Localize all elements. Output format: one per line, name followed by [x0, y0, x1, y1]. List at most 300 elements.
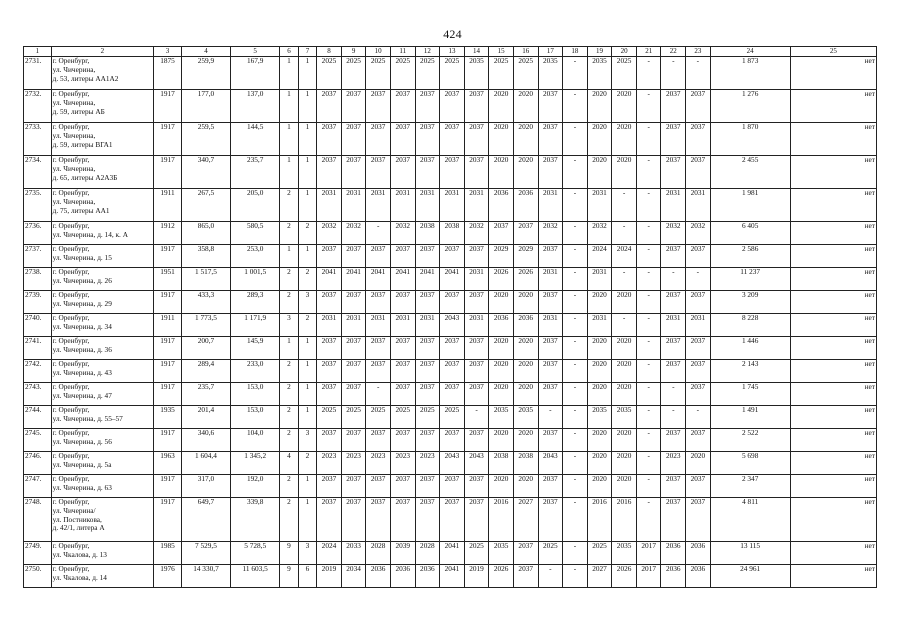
table-row: [24, 360, 877, 383]
value-cell-20: 2016: [612, 498, 637, 542]
address-cell: [51, 429, 154, 452]
value-cell-15: 2020: [489, 123, 514, 156]
column-header: 11: [390, 47, 415, 57]
address-cell: [51, 291, 154, 314]
value-cell-22: 2037: [661, 498, 686, 542]
cost-cell: 1 491: [710, 406, 790, 429]
value-cell-12: 2037: [415, 498, 440, 542]
year-cell: 1917: [154, 475, 182, 498]
total-area-cell: 340,7: [181, 156, 230, 189]
status-cell: нет: [790, 360, 876, 383]
value-cell-15: 2035: [489, 406, 514, 429]
row-number: 2732.: [24, 90, 52, 123]
value-cell-8: 2037: [317, 475, 342, 498]
value-cell-16: 2026: [513, 268, 538, 291]
value-cell-23: 2037: [686, 360, 711, 383]
value-cell-13: 2041: [440, 565, 465, 588]
value-cell-9: 2037: [341, 360, 366, 383]
value-cell-12: 2037: [415, 90, 440, 123]
value-cell-8: 2037: [317, 291, 342, 314]
value-cell-12: 2025: [415, 406, 440, 429]
value-cell-23: 2037: [686, 90, 711, 123]
total-area-cell: 259,9: [181, 57, 230, 90]
value-cell-7: 1: [298, 57, 316, 90]
value-cell-19: 2016: [587, 498, 612, 542]
total-area-cell: 7 529,5: [181, 542, 230, 565]
column-header: 7: [298, 47, 316, 57]
address-cell: [51, 189, 154, 222]
value-cell-7: 2: [298, 268, 316, 291]
value-cell-7: 1: [298, 189, 316, 222]
value-cell-15: 2037: [489, 222, 514, 245]
value-cell-8: 2025: [317, 57, 342, 90]
value-cell-13: 2038: [440, 222, 465, 245]
value-cell-6: 4: [280, 452, 298, 475]
value-cell-15: 2038: [489, 452, 514, 475]
value-cell-21: -: [636, 360, 661, 383]
status-cell: нет: [790, 156, 876, 189]
value-cell-17: 2037: [538, 291, 563, 314]
living-area-cell: 167,9: [231, 57, 280, 90]
value-cell-19: 2020: [587, 90, 612, 123]
address-line: ул. Постникова,: [52, 514, 102, 524]
total-area-cell: 1 773,5: [181, 314, 230, 337]
value-cell-18: -: [563, 314, 588, 337]
column-header: 15: [489, 47, 514, 57]
column-header: 4: [181, 47, 230, 57]
value-cell-17: 2031: [538, 314, 563, 337]
value-cell-19: 2020: [587, 291, 612, 314]
address-cell: [51, 406, 154, 429]
address-line: ул. Чичерина, д. 47: [52, 390, 112, 400]
cost-cell: 2 143: [710, 360, 790, 383]
column-header: 12: [415, 47, 440, 57]
value-cell-11: 2037: [390, 383, 415, 406]
address-cell: [51, 57, 154, 90]
value-cell-22: 2036: [661, 542, 686, 565]
address-line: г. Оренбург,: [52, 382, 90, 391]
value-cell-17: 2037: [538, 429, 563, 452]
value-cell-21: -: [636, 314, 661, 337]
value-cell-12: 2038: [415, 222, 440, 245]
value-cell-22: 2037: [661, 245, 686, 268]
total-area-cell: 201,4: [181, 406, 230, 429]
living-area-cell: 5 728,5: [231, 542, 280, 565]
value-cell-22: 2037: [661, 123, 686, 156]
value-cell-20: 2020: [612, 90, 637, 123]
value-cell-12: 2031: [415, 314, 440, 337]
value-cell-18: -: [563, 429, 588, 452]
value-cell-20: 2020: [612, 156, 637, 189]
cost-cell: 6 405: [710, 222, 790, 245]
row-number: 2731.: [24, 57, 52, 90]
living-area-cell: 137,0: [231, 90, 280, 123]
value-cell-19: 2031: [587, 268, 612, 291]
value-cell-16: 2027: [513, 498, 538, 542]
value-cell-16: 2020: [513, 360, 538, 383]
address-line: ул. Чичерина, д. 36: [52, 344, 112, 354]
value-cell-15: 2020: [489, 90, 514, 123]
value-cell-6: 2: [280, 189, 298, 222]
value-cell-11: 2037: [390, 337, 415, 360]
value-cell-14: -: [464, 406, 489, 429]
value-cell-9: 2037: [341, 429, 366, 452]
value-cell-11: 2037: [390, 123, 415, 156]
table-row: [24, 57, 877, 90]
value-cell-9: 2025: [341, 57, 366, 90]
value-cell-15: 2036: [489, 189, 514, 222]
status-cell: нет: [790, 429, 876, 452]
value-cell-12: 2037: [415, 291, 440, 314]
value-cell-8: 2025: [317, 406, 342, 429]
value-cell-17: 2025: [538, 542, 563, 565]
value-cell-12: 2037: [415, 475, 440, 498]
value-cell-13: 2037: [440, 123, 465, 156]
value-cell-23: 2037: [686, 383, 711, 406]
value-cell-9: 2037: [341, 123, 366, 156]
value-cell-22: 2032: [661, 222, 686, 245]
year-cell: 1917: [154, 429, 182, 452]
row-number: 2738.: [24, 268, 52, 291]
value-cell-10: 2041: [366, 268, 391, 291]
value-cell-22: 2031: [661, 189, 686, 222]
value-cell-7: 2: [298, 222, 316, 245]
value-cell-10: 2025: [366, 57, 391, 90]
address-cell: [51, 565, 154, 588]
living-area-cell: 192,0: [231, 475, 280, 498]
value-cell-14: 2037: [464, 360, 489, 383]
value-cell-17: 2031: [538, 268, 563, 291]
column-header: 2: [51, 47, 154, 57]
address-line: г. Оренбург,: [52, 405, 90, 414]
value-cell-10: 2037: [366, 337, 391, 360]
address-line: д. 42/1, литера А: [52, 523, 105, 533]
value-cell-8: 2037: [317, 90, 342, 123]
value-cell-12: 2028: [415, 542, 440, 565]
value-cell-12: 2036: [415, 565, 440, 588]
status-cell: нет: [790, 57, 876, 90]
value-cell-14: 2031: [464, 268, 489, 291]
living-area-cell: 339,8: [231, 498, 280, 542]
value-cell-6: 1: [280, 57, 298, 90]
status-cell: нет: [790, 337, 876, 360]
value-cell-22: 2037: [661, 291, 686, 314]
value-cell-13: 2037: [440, 383, 465, 406]
value-cell-8: 2032: [317, 222, 342, 245]
value-cell-22: 2037: [661, 429, 686, 452]
value-cell-15: 2020: [489, 360, 514, 383]
value-cell-14: 2037: [464, 291, 489, 314]
cost-cell: 2 455: [710, 156, 790, 189]
value-cell-7: 1: [298, 123, 316, 156]
address-cell: [51, 156, 154, 189]
value-cell-6: 9: [280, 565, 298, 588]
value-cell-15: 2026: [489, 268, 514, 291]
value-cell-12: 2041: [415, 268, 440, 291]
value-cell-12: 2037: [415, 383, 440, 406]
value-cell-10: -: [366, 383, 391, 406]
year-cell: 1917: [154, 337, 182, 360]
value-cell-18: -: [563, 542, 588, 565]
address-line: г. Оренбург,: [52, 359, 90, 368]
value-cell-9: 2037: [341, 337, 366, 360]
value-cell-20: -: [612, 222, 637, 245]
value-cell-9: 2023: [341, 452, 366, 475]
year-cell: 1911: [154, 189, 182, 222]
value-cell-10: 2037: [366, 90, 391, 123]
value-cell-11: 2037: [390, 360, 415, 383]
value-cell-19: 2035: [587, 406, 612, 429]
row-number: 2740.: [24, 314, 52, 337]
value-cell-18: -: [563, 360, 588, 383]
value-cell-21: -: [636, 406, 661, 429]
value-cell-15: 2016: [489, 498, 514, 542]
living-area-cell: 11 603,5: [231, 565, 280, 588]
row-number: 2750.: [24, 565, 52, 588]
column-header: 14: [464, 47, 489, 57]
year-cell: 1911: [154, 314, 182, 337]
value-cell-17: -: [538, 406, 563, 429]
living-area-cell: 153,0: [231, 383, 280, 406]
value-cell-18: -: [563, 498, 588, 542]
address-line: ул. Чичерина/: [52, 505, 96, 515]
value-cell-14: 2037: [464, 90, 489, 123]
value-cell-13: 2025: [440, 406, 465, 429]
value-cell-8: 2031: [317, 189, 342, 222]
address-line: ул. Чичерина, д. 15: [52, 252, 112, 262]
year-cell: 1917: [154, 360, 182, 383]
address-cell: [51, 268, 154, 291]
value-cell-6: 1: [280, 337, 298, 360]
housing-register-table: [23, 46, 877, 588]
row-number: 2734.: [24, 156, 52, 189]
value-cell-6: 2: [280, 222, 298, 245]
value-cell-23: 2037: [686, 498, 711, 542]
column-header: 17: [538, 47, 563, 57]
value-cell-18: -: [563, 383, 588, 406]
value-cell-10: 2025: [366, 406, 391, 429]
value-cell-17: 2037: [538, 360, 563, 383]
value-cell-6: 2: [280, 475, 298, 498]
value-cell-18: -: [563, 475, 588, 498]
cost-cell: 2 347: [710, 475, 790, 498]
value-cell-20: 2035: [612, 542, 637, 565]
value-cell-23: 2031: [686, 314, 711, 337]
value-cell-16: 2037: [513, 542, 538, 565]
value-cell-23: 2020: [686, 452, 711, 475]
year-cell: 1917: [154, 498, 182, 542]
value-cell-21: -: [636, 268, 661, 291]
value-cell-6: 2: [280, 291, 298, 314]
value-cell-6: 2: [280, 498, 298, 542]
living-area-cell: 153,0: [231, 406, 280, 429]
value-cell-9: 2037: [341, 245, 366, 268]
value-cell-10: 2037: [366, 498, 391, 542]
row-number: 2749.: [24, 542, 52, 565]
value-cell-21: -: [636, 475, 661, 498]
value-cell-17: 2037: [538, 498, 563, 542]
value-cell-9: 2034: [341, 565, 366, 588]
value-cell-23: 2036: [686, 542, 711, 565]
status-cell: нет: [790, 383, 876, 406]
value-cell-14: 2031: [464, 189, 489, 222]
value-cell-23: 2037: [686, 156, 711, 189]
value-cell-18: -: [563, 156, 588, 189]
value-cell-7: 1: [298, 156, 316, 189]
value-cell-16: 2036: [513, 189, 538, 222]
value-cell-9: 2025: [341, 406, 366, 429]
value-cell-20: -: [612, 268, 637, 291]
value-cell-18: -: [563, 565, 588, 588]
value-cell-21: -: [636, 57, 661, 90]
value-cell-16: 2036: [513, 314, 538, 337]
value-cell-9: 2037: [341, 90, 366, 123]
value-cell-19: 2020: [587, 475, 612, 498]
year-cell: 1917: [154, 383, 182, 406]
status-cell: нет: [790, 291, 876, 314]
value-cell-23: 2037: [686, 123, 711, 156]
value-cell-10: 2037: [366, 156, 391, 189]
value-cell-7: 2: [298, 452, 316, 475]
table-row: [24, 245, 877, 268]
year-cell: 1917: [154, 90, 182, 123]
value-cell-10: 2036: [366, 565, 391, 588]
value-cell-17: 2037: [538, 123, 563, 156]
address-line: ул. Чичерина, д. 14, к. А: [52, 229, 128, 239]
year-cell: 1917: [154, 291, 182, 314]
status-cell: нет: [790, 565, 876, 588]
value-cell-17: -: [538, 565, 563, 588]
value-cell-13: 2043: [440, 314, 465, 337]
value-cell-9: 2037: [341, 156, 366, 189]
cost-cell: 5 698: [710, 452, 790, 475]
address-cell: [51, 90, 154, 123]
address-line: д. 75, литеры АА1: [52, 205, 110, 215]
column-header: 23: [686, 47, 711, 57]
status-cell: нет: [790, 189, 876, 222]
value-cell-6: 1: [280, 156, 298, 189]
value-cell-19: 2027: [587, 565, 612, 588]
value-cell-16: 2029: [513, 245, 538, 268]
value-cell-19: 2020: [587, 383, 612, 406]
address-cell: [51, 314, 154, 337]
address-line: г. Оренбург,: [52, 155, 90, 164]
value-cell-11: 2037: [390, 90, 415, 123]
value-cell-8: 2037: [317, 383, 342, 406]
address-cell: [51, 452, 154, 475]
value-cell-20: 2020: [612, 383, 637, 406]
column-header: 3: [154, 47, 182, 57]
value-cell-13: 2037: [440, 360, 465, 383]
row-number: 2735.: [24, 189, 52, 222]
value-cell-14: 2037: [464, 245, 489, 268]
value-cell-13: 2031: [440, 189, 465, 222]
column-header: 5: [231, 47, 280, 57]
value-cell-8: 2019: [317, 565, 342, 588]
value-cell-16: 2020: [513, 383, 538, 406]
table-row: [24, 337, 877, 360]
year-cell: 1985: [154, 542, 182, 565]
value-cell-20: 2020: [612, 337, 637, 360]
year-cell: 1951: [154, 268, 182, 291]
value-cell-7: 1: [298, 406, 316, 429]
value-cell-8: 2037: [317, 337, 342, 360]
value-cell-11: 2031: [390, 189, 415, 222]
value-cell-12: 2037: [415, 123, 440, 156]
address-line: г. Оренбург,: [52, 313, 90, 322]
value-cell-18: -: [563, 222, 588, 245]
value-cell-6: 1: [280, 123, 298, 156]
address-line: ул. Чичерина, д. 29: [52, 298, 112, 308]
address-line: ул. Чичерина,: [52, 196, 96, 206]
total-area-cell: 14 330,7: [181, 565, 230, 588]
address-cell: [51, 360, 154, 383]
value-cell-11: 2025: [390, 406, 415, 429]
column-header: 16: [513, 47, 538, 57]
value-cell-7: 1: [298, 337, 316, 360]
value-cell-12: 2037: [415, 156, 440, 189]
value-cell-17: 2031: [538, 189, 563, 222]
address-line: д. 65, литеры А2А3Б: [52, 172, 118, 182]
table-row: [24, 189, 877, 222]
value-cell-23: 2037: [686, 291, 711, 314]
address-cell: [51, 245, 154, 268]
cost-cell: 1 745: [710, 383, 790, 406]
value-cell-22: -: [661, 57, 686, 90]
value-cell-6: 2: [280, 429, 298, 452]
value-cell-15: 2025: [489, 57, 514, 90]
living-area-cell: 205,0: [231, 189, 280, 222]
status-cell: нет: [790, 90, 876, 123]
value-cell-8: 2037: [317, 156, 342, 189]
value-cell-16: 2020: [513, 429, 538, 452]
address-line: ул. Чичерина,: [52, 64, 96, 74]
total-area-cell: 340,6: [181, 429, 230, 452]
address-line: ул. Чичерина, д. 56: [52, 436, 112, 446]
value-cell-14: 2025: [464, 542, 489, 565]
column-header: 6: [280, 47, 298, 57]
table-row: [24, 222, 877, 245]
value-cell-23: 2037: [686, 429, 711, 452]
value-cell-21: -: [636, 156, 661, 189]
value-cell-22: 2037: [661, 156, 686, 189]
value-cell-11: 2037: [390, 156, 415, 189]
value-cell-20: 2024: [612, 245, 637, 268]
status-cell: нет: [790, 268, 876, 291]
value-cell-22: 2037: [661, 360, 686, 383]
value-cell-18: -: [563, 452, 588, 475]
value-cell-18: -: [563, 268, 588, 291]
value-cell-22: -: [661, 383, 686, 406]
row-number: 2733.: [24, 123, 52, 156]
value-cell-11: 2023: [390, 452, 415, 475]
value-cell-9: 2032: [341, 222, 366, 245]
value-cell-9: 2033: [341, 542, 366, 565]
value-cell-7: 2: [298, 314, 316, 337]
value-cell-17: 2037: [538, 245, 563, 268]
table-row: [24, 314, 877, 337]
living-area-cell: 235,7: [231, 156, 280, 189]
address-line: д. 59, литеры АБ: [52, 106, 105, 116]
value-cell-8: 2037: [317, 360, 342, 383]
value-cell-23: 2036: [686, 565, 711, 588]
value-cell-7: 3: [298, 542, 316, 565]
value-cell-20: 2020: [612, 291, 637, 314]
value-cell-13: 2041: [440, 542, 465, 565]
value-cell-6: 1: [280, 245, 298, 268]
value-cell-15: 2035: [489, 542, 514, 565]
address-line: ул. Чичерина,: [52, 130, 96, 140]
